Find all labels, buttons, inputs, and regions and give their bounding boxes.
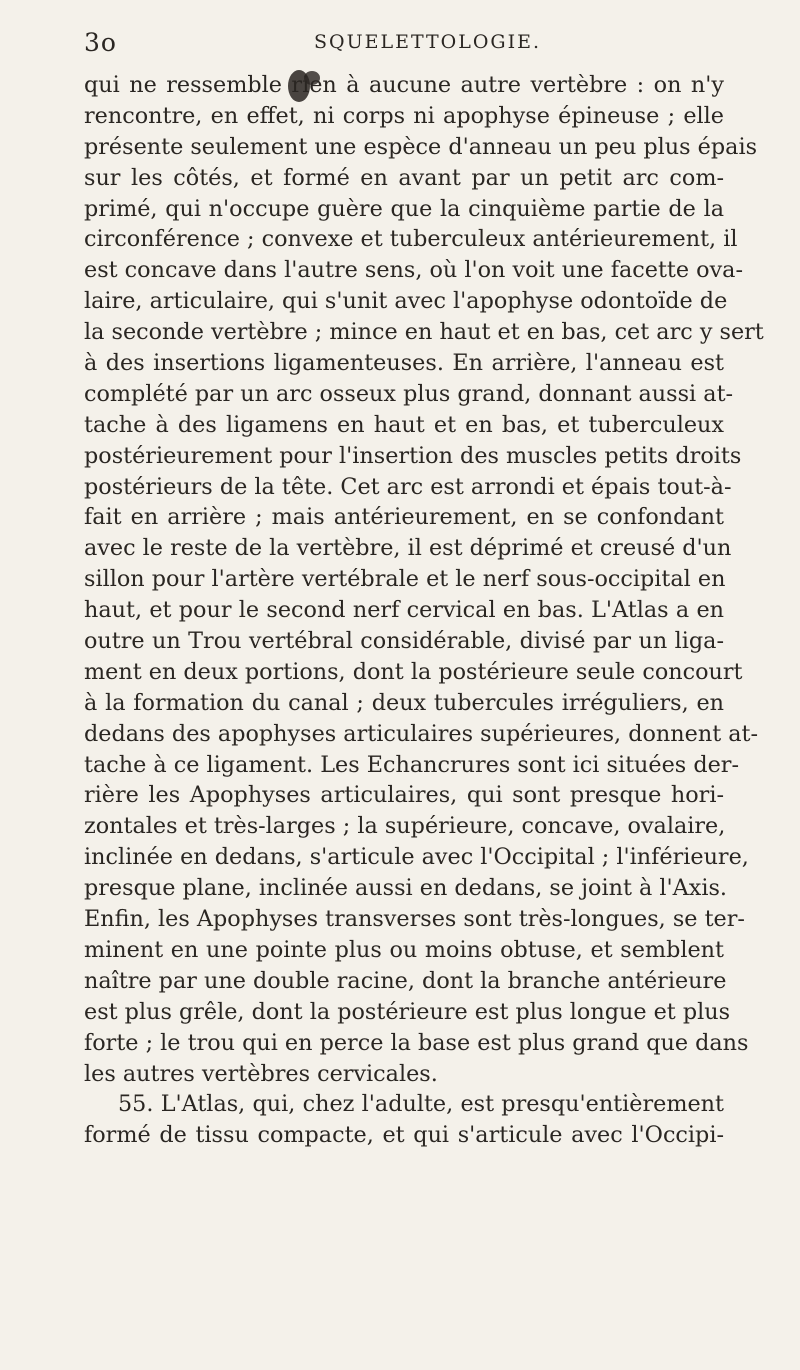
text-line: les autres vertèbres cervicales. [84,1060,438,1087]
text-line: présente seulement une espèce d'anneau un peu plus épais [84,133,758,160]
text-line: fait en arrière ; mais antérieurement, en se confondant [84,504,724,531]
text-line: postérieurs de la tête. Cet arc est arrondi et épais tout-à- [84,473,732,500]
text-line: tache à ce ligament. Les Echancrures sont ici situées der- [84,751,739,778]
text-line: rière les Apophyses articulaires, qui sont presque hori- [84,782,724,809]
text-line: rencontre, en effet, ni corps ni apophyse épineuse ; elle [84,102,724,129]
text-line: complété par un arc osseux plus grand, donnant aussi at- [84,380,734,407]
text-line: ment en deux portions, dont la postérieure seule concourt [84,658,743,685]
text-line: laire, articulaire, qui s'unit avec l'apophyse odontoïde de [84,288,728,315]
text-line: dedans des apophyses articulaires supérieures, donnent at- [84,720,759,747]
text-line: postérieurement pour l'insertion des muscles petits droits [84,442,742,469]
text-line: est plus grêle, dont la postérieure est plus longue et plus [84,998,731,1025]
page-header [84,28,724,58]
text-line: inclinée en dedans, s'articule avec l'Occipital ; l'inférieure, [84,844,749,871]
text-line: tache à des ligamens en haut et en bas, et tuberculeux [84,411,724,438]
text-line: Enfin, les Apophyses transverses sont très-longues, se ter- [84,906,745,933]
text-line: est concave dans l'autre sens, où l'on voit une facette ova- [84,257,743,284]
text-line: circonférence ; convexe et tuberculeux antérieurement, il [84,226,738,253]
text-line: naître par une double racine, dont la branche antérieure [84,967,727,994]
body-text [84,70,764,1151]
text-line: avec le reste de la vertèbre, il est déprimé et creusé d'un [84,535,732,562]
text-line: sur les côtés, et formé en avant par un petit arc com- [84,164,724,191]
page-number: 3o [84,28,117,57]
text-line: primé, qui n'occupe guère que la cinquième partie de la [84,195,724,222]
text-line: formé de tissu compacte, et qui s'articule avec l'Occipi- [84,1122,724,1149]
text-line: à des insertions ligamenteuses. En arrière, l'anneau est [84,350,724,377]
text-line: presque plane, inclinée aussi en dedans, se joint à l'Axis. [84,875,727,902]
text-line: forte ; le trou qui en perce la base est plus grand que dans [84,1029,749,1056]
text-line: minent en une pointe plus ou moins obtuse, et semblent [84,936,724,963]
text-line: zontales et très-larges ; la supérieure, concave, ovalaire, [84,813,726,840]
running-head: SQUELETTOLOGIE. [314,31,542,53]
text-line: qui ne ressemble rien à aucune autre vertèbre : on n'y [84,72,724,98]
text-line: sillon pour l'artère vertébrale et le nerf sous-occipital en [84,566,726,593]
text-line: la seconde vertèbre ; mince en haut et en bas, cet arc y sert [84,319,764,346]
text-line: 55. L'Atlas, qui, chez l'adulte, est presqu'entièrement [118,1091,724,1118]
text-line: haut, et pour le second nerf cervical en bas. L'Atlas a en [84,597,724,624]
text-line: à la formation du canal ; deux tubercules irréguliers, en [84,689,724,716]
text-line: outre un Trou vertébral considérable, divisé par un liga- [84,628,724,655]
